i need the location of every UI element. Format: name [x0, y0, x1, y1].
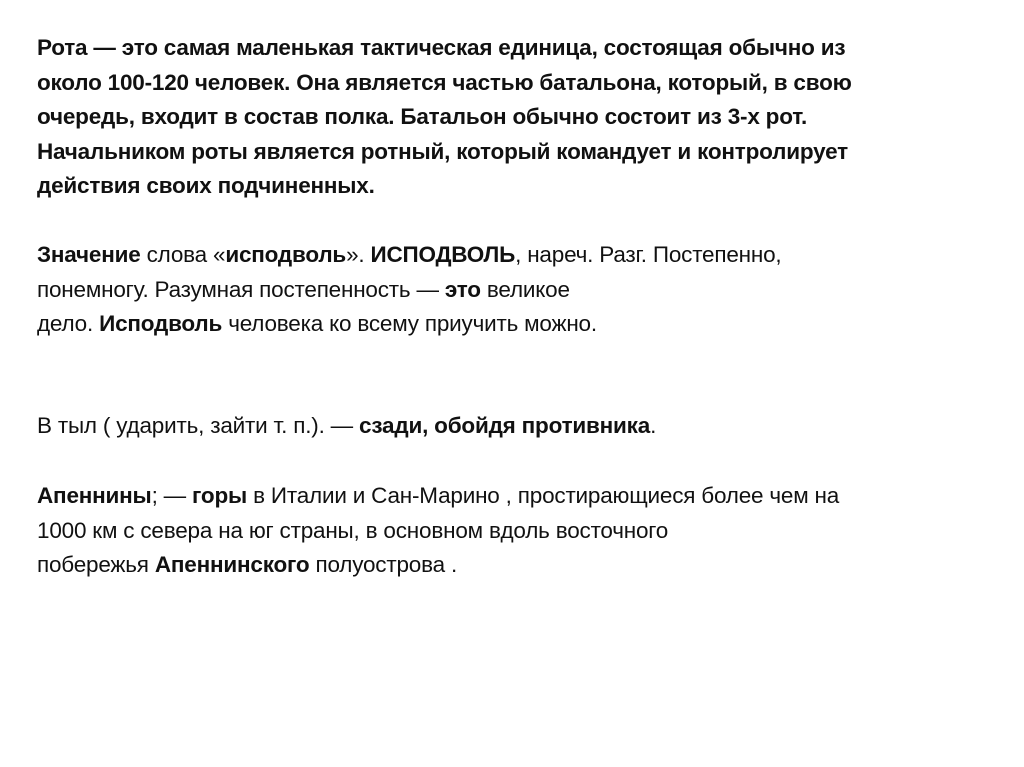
text-line: очередь, входит в состав полка. Батальон обычно состоит из 3-х рот. [37, 104, 808, 129]
text-line: Рота — это самая маленькая тактическая единица, состоящая обычно из [37, 35, 846, 60]
text-segment: слова « [140, 242, 226, 267]
text-line [37, 548, 997, 583]
text-segment: ». [346, 242, 371, 267]
paragraph-apenniny [37, 479, 997, 583]
text-line [37, 307, 997, 342]
bold-term: Исподволь [99, 311, 223, 336]
text-segment: побережья [37, 552, 155, 577]
text-segment: ; — [151, 483, 193, 508]
text-segment: . [650, 413, 657, 438]
text-line [37, 409, 997, 444]
paragraph-rota [37, 31, 997, 204]
text-segment: дело. [37, 311, 100, 336]
text-line: действия своих подчиненных. [37, 173, 375, 198]
text-segment: В тыл ( ударить, зайти т. п.). — [37, 413, 360, 438]
bold-term: сзади, обойдя противника [359, 413, 651, 438]
text-segment: человека ко всему приучить можно. [222, 311, 597, 336]
text-segment: великое [480, 276, 570, 302]
text-segment: 1000 км с севера на юг страны, в основном вдоль восточного [37, 517, 669, 543]
paragraph-v-tyl [37, 409, 997, 444]
text-line [37, 238, 997, 273]
bold-term: Апеннины [37, 483, 152, 508]
bold-term: исподволь [225, 242, 347, 267]
bold-term: Значение [37, 242, 141, 267]
text-line: около 100-120 человек. Она является частью батальона, который, в свою [37, 69, 852, 95]
paragraph-ispodvol [37, 238, 997, 342]
bold-term: горы [192, 483, 248, 508]
text-line [37, 479, 997, 514]
bold-term: Апеннинского [154, 552, 310, 577]
bold-term: ИСПОДВОЛЬ [370, 242, 516, 267]
text-segment: понемногу. Разумная постепенность — [37, 276, 445, 302]
bold-term: это [444, 276, 481, 302]
text-segment: в Италии и Сан-Марино , простирающиеся более чем на [247, 483, 840, 508]
text-segment: полуострова . [309, 552, 458, 577]
text-line [37, 273, 997, 308]
text-line: Начальником роты является ротный, который командует и контролирует [37, 138, 848, 164]
text-segment: , нареч. Разг. Постепенно, [515, 242, 782, 267]
text-line [37, 514, 997, 549]
